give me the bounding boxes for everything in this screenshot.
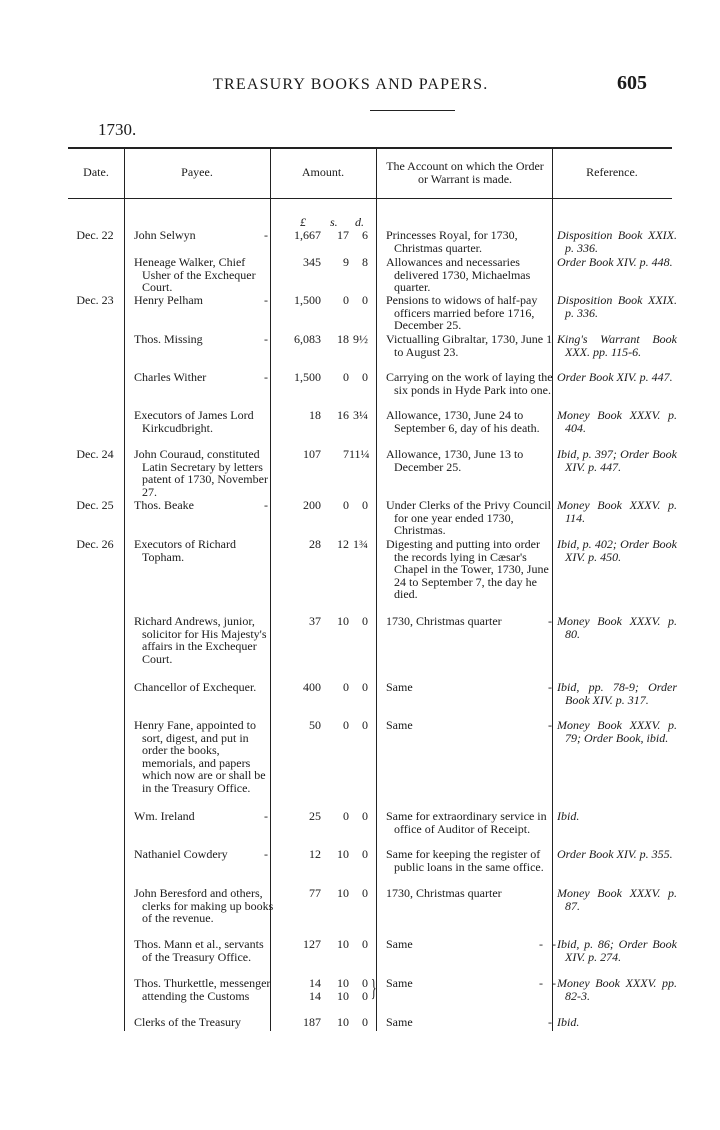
entry-date: Dec. 26 [76,537,114,551]
entry-payee: Nathaniel Cowdery - [134,847,268,861]
entry-reference: Ibid, p. 397; Order Book XIV. p. 447. [557,447,677,474]
entry-payee: Thos. Mann et al., servants of the Treasury Office. [134,937,264,964]
entry-reference: Money Book XXXV. p. 87. [557,886,677,913]
year-label: 1730. [98,120,137,139]
page-header [0,72,720,100]
entry-payee: Thos. Missing - [134,332,268,346]
entry-account: Allowances and necessaries delivered 1730, Michaelmas quarter. [386,255,531,294]
column-divider [124,147,125,1031]
entry-account: Same - [386,680,552,694]
entry-date: Dec. 25 [76,498,114,512]
entry-reference: Money Book XXXV. p. 80. [557,614,677,641]
entry-payee: Executors of Richard Topham. [134,537,236,564]
brace-glyph: } [370,976,377,1002]
entry-account: Victualling Gibraltar, 1730, June 1 to August 23. [386,332,553,359]
entry-reference: Money Book XXXV. p. 404. [557,408,677,435]
entry-account: 1730, Christmas quarter [386,886,502,900]
entry-reference: Ibid, p. 402; Order Book XIV. p. 450. [557,537,677,564]
entry-payee: Heneage Walker, Chief Usher of the Exchequer Court. [134,255,256,294]
entry-account: Same for extraordinary service in office of Auditor of Receipt. [386,809,547,836]
entry-payee: Thos. Beake - [134,498,268,512]
entry-payee: John Beresford and others, clerks for making up books of the revenue. [134,886,274,925]
entry-reference: Money Book XXXV. pp. 82-3. [557,976,677,1003]
entry-payee: Richard Andrews, junior, solicitor for His Majesty's affairs in the Exchequer Court. [134,614,267,666]
column-header-date: Date. [83,165,109,179]
entry-reference: Disposition Book XXIX. p. 336. [557,228,677,255]
entry-reference: Order Book XIV. p. 447. [557,370,673,384]
entry-account: 1730, Christmas quarter - [386,614,552,628]
entry-reference: Disposition Book XXIX. p. 336. [557,293,677,320]
entry-account: Allowance, 1730, June 24 to September 6, day of his death. [386,408,540,435]
entry-payee: Executors of James Lord Kirkcudbright. [134,408,254,435]
ledger-table: Date. Payee. Amount. The Account on which the Order or Warrant is made. Reference. £ s. d. Dec. 22 John Selwyn - 1,667 17 6 Princesses Royal, for 1730, Christmas quarter. Disposition Book XXIX. p. 336. Heneage Walker, Chief Usher of the Exchequer Court. 345 9 8 Allowances and necessaries delivered 1730, Michaelmas quarter. Order Book XIV. p. 448. Dec. 23 Henry Pelham - 1,500 0 0 Pensions to widows of half-pay officers married before 1716, December 25. Disposition Book XXIX. p. 336. Thos. Missing - 6,083 18 9½ Victualling Gibraltar, 1730, June 1 to August 23. King's Warrant Book XXX. pp. 115-6. Charles Wither - 1,500 0 0 Carrying on the work of laying the six ponds in Hyde Park into one. Order Book XIV. p. 447. Executors of James Lord Kirkcudbright. 18 16 3¼ Allowance, 1730, June 24 to September 6, day of his death. Money Book XXXV. p. 404. Dec. 24 John Couraud, constituted Latin Secretary by letters patent of 1730, November 27. 107 7 11¼ Allowance, 1730, June 13 to December 25. Ibid, p. 397; Order Book XIV. p. 447. Dec. 25 Thos. Beake - 200 0 0 Under Clerks of the Privy Council for one year ended 1730, Christmas. Money Book XXXV. p. 114. Dec. 26 Executors of Richard Topham. 28 12 1¾ Digesting and putting into order the records lying in Cæsar's Chapel in the Tower, 1730, June 24 to September 7, the day he died. Ibid, p. 402; Order Book XIV. p. 450. Richard Andrews, junior, solicitor for His Majesty's affairs in the Exchequer Court. 37 10 0 1730, Christmas quarter - Money Book XXXV. p. 80. Chancellor of Exchequer. 400 0 0 Same - Ibid, pp. 78-9; Order Book XIV. p. 317. Henry Fane, appointed to sort, digest, and put in order the books, memorials, and papers which now are or shall be in the Treasury Office. 50 0 0 Same - Money Book XXXV. p. 79; Order Book, ibid. Wm. Ireland - 25 0 0 Same for extraordinary service in office of Auditor of Receipt. Ibid. Nathaniel Cowdery - 12 10 0 Same for keeping the register of public loans in the same office. Order Book XIV. p. 355. John Beresford and others, clerks for making up books of the revenue. 77 10 0 1730, Christmas quarter Money Book XXXV. p. 87. Thos. Mann et al., servants of the Treasury Office. 127 10 0 Same - - Ibid, p. 86; Order Book XIV. p. 274. Thos. Thurkettle, messenger attending the Customs 14 10 0 14 10 0 } Same - - Money Book XXXV. pp. 82-3. Clerks of the Treasury 187 10 0 Same - Ibid. [68,147,672,1031]
entry-account: Carrying on the work of laying the six ponds in Hyde Park into one. [386,370,553,397]
entry-account: Digesting and putting into order the records lying in Cæsar's Chapel in the Tower, 1730, June 24 to September 7, the day he died. [386,537,549,601]
entry-reference: Money Book XXXV. p. 114. [557,498,677,525]
unit-pence: d. [355,215,364,229]
entry-payee: Wm. Ireland - [134,809,268,823]
entry-payee: John Couraud, constituted Latin Secretary by letters patent of 1730, November 27. [134,447,268,499]
unit-shillings: s. [330,215,338,229]
entry-account: Same - - [386,937,556,951]
entry-account: Same for keeping the register of public loans in the same office. [386,847,544,874]
column-header-account: The Account on which the Order or Warrant is made. [386,158,544,186]
entry-account: Same - [386,1015,552,1029]
entry-reference: Money Book XXXV. p. 79; Order Book, ibid. [557,718,677,745]
entry-account: Same - [386,718,552,732]
column-header-amount: Amount. [301,165,345,179]
entry-reference: Order Book XIV. p. 448. [557,255,673,269]
entry-date: Dec. 24 [76,447,114,461]
entry-payee: Charles Wither - [134,370,268,384]
entry-payee: Chancellor of Exchequer. [134,680,257,694]
entry-payee: Henry Fane, appointed to sort, digest, and put in order the books, memorials, and papers which now are or shall be in the Treasury Office. [134,718,266,795]
entry-reference: King's Warrant Book XXX. pp. 115-6. [557,332,677,359]
entry-reference: Order Book XIV. p. 355. [557,847,673,861]
header-rule [370,110,455,111]
unit-pounds: £ [300,215,306,229]
entry-payee: Henry Pelham - [134,293,268,307]
column-divider [376,147,377,1031]
entry-account: Pensions to widows of half-pay officers married before 1716, December 25. [386,293,538,332]
column-header-reference: Reference. [586,165,638,179]
table-header-rule [68,198,672,199]
entry-payee: Clerks of the Treasury [134,1015,241,1029]
entry-reference: Ibid, pp. 78-9; Order Book XIV. p. 317. [557,680,677,707]
entry-payee: John Selwyn - [134,228,268,242]
column-header-payee: Payee. [181,165,213,179]
entry-reference: Ibid. [557,809,580,823]
running-title: TREASURY BOOKS AND PAPERS. [213,76,489,93]
entry-date: Dec. 22 [76,228,114,242]
entry-account: Princesses Royal, for 1730, Christmas quarter. [386,228,518,255]
entry-reference: Ibid. [557,1015,580,1029]
entry-payee: Thos. Thurkettle, messenger attending the Customs [134,976,271,1003]
entry-date: Dec. 23 [76,293,114,307]
entry-account: Allowance, 1730, June 13 to December 25. [386,447,524,474]
entry-account: Under Clerks of the Privy Council for one year ended 1730, Christmas. [386,498,551,537]
entry-account: Same - - [386,976,556,990]
entry-reference: Ibid, p. 86; Order Book XIV. p. 274. [557,937,677,964]
page-number: 605 [617,72,647,94]
